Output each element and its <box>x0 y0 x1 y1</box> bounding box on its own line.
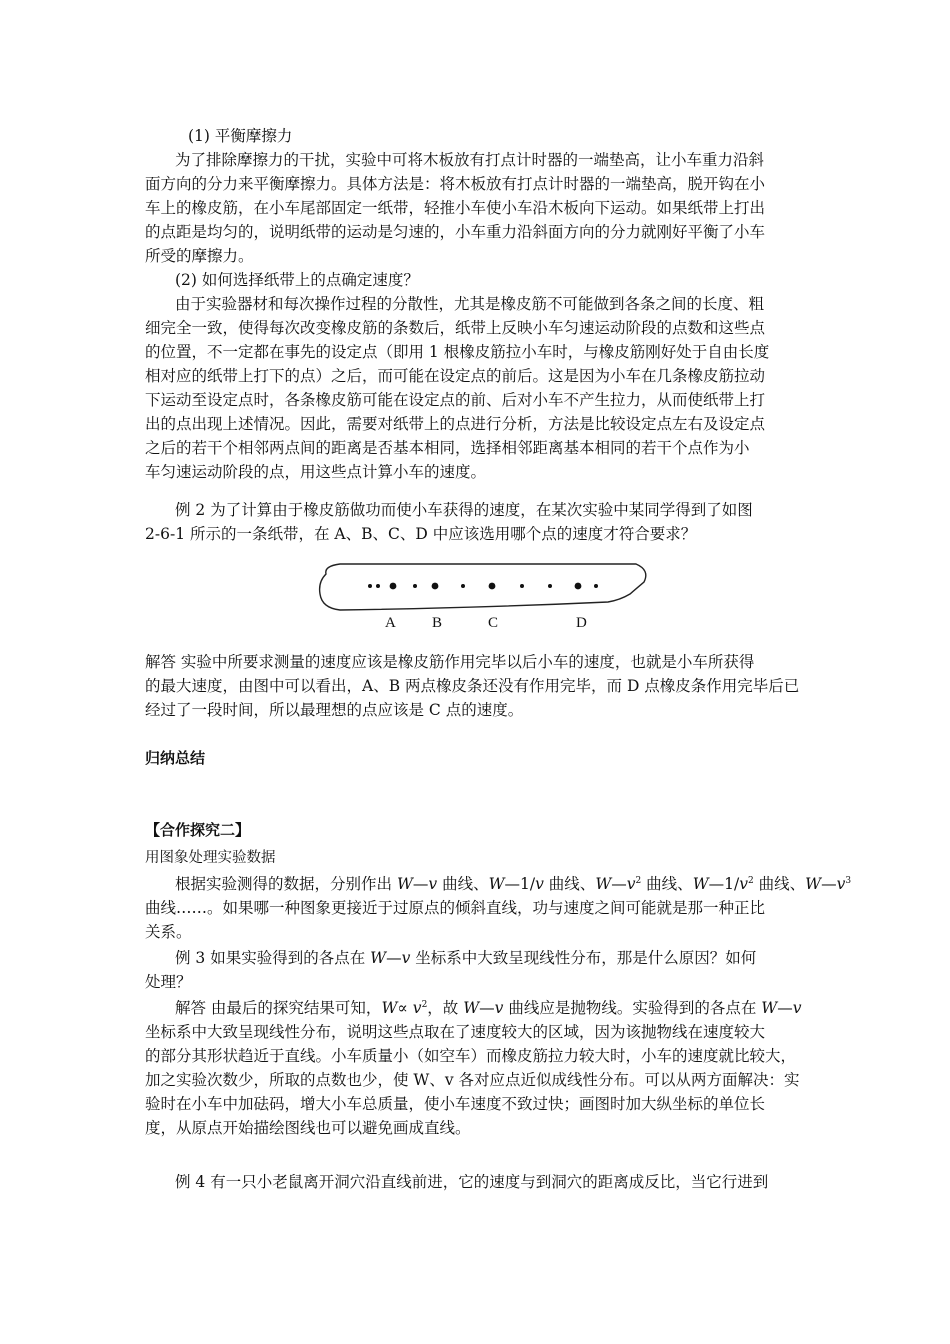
tape-dot <box>413 584 417 588</box>
example-3-answer: 解答 由最后的探究结果可知，$W\propto v^2$，故 W—v 曲线应是抛物线。实验得到的各点在 W—v <box>175 999 802 1017</box>
example-3-answer: 验时在小车中加砝码，增大小车总质量，使小车速度不致过快；画图时加大纵坐标的单位长 <box>145 1095 766 1113</box>
paragraph-line: 出的点出现上述情况。因此，需要对纸带上的点进行分析，方法是比较设定点左右及设定点 <box>145 415 766 433</box>
example-3-answer: 的部分其形状趋近于直线。小车质量小（如空车）而橡皮筋拉力较大时，小车的速度就比较大， <box>145 1047 797 1065</box>
example-3-answer: 坐标系中大致呈现线性分布，说明这些点取在了速度较大的区域，因为该抛物线在速度较大 <box>145 1023 766 1041</box>
subsection-title: 用图象处理实验数据 <box>145 850 276 866</box>
paragraph-line: 的位置，不一定都在事先的设定点（即用 1 根橡皮筋拉小车时，与橡皮筋刚好处于自由长度 <box>145 343 770 361</box>
example-2-answer: 的最大速度，由图中可以看出，A、B 两点橡皮条还没有作用完毕，而 D 点橡皮条作用完毕后已 <box>145 677 800 695</box>
section-heading-balance-friction: (1) 平衡摩擦力 <box>188 127 293 145</box>
paragraph-line: 曲线……。如果哪一种图象更接近于过原点的倾斜直线，功与速度之间可能就是那一种正比 <box>145 899 766 917</box>
cooperative-inquiry-2-heading: 【合作探究二】 <box>145 821 251 839</box>
paragraph-line: 面方向的分力来平衡摩擦力。具体方法是：将木板放有打点计时器的一端垫高，脱开钩在小 <box>145 175 766 193</box>
paragraph-line: 相对应的纸带上打下的点）之后，而可能在设定点的前后。这是因为小车在几条橡皮筋拉动 <box>145 367 766 385</box>
paragraph-line: 所受的摩擦力。 <box>145 247 254 265</box>
example-2-answer: 解答 实验中所要求测量的速度应该是橡皮筋作用完毕以后小车的速度，也就是小车所获得 <box>145 653 755 671</box>
paragraph-line: 细完全一致，使得每次改变橡皮筋的条数后，纸带上反映小车匀速运动阶段的点数和这些点 <box>145 319 766 337</box>
section-heading-select-points: (2) 如何选择纸带上的点确定速度？ <box>175 271 419 289</box>
paragraph-line: 车上的橡皮筋，在小车尾部固定一纸带，轻推小车使小车沿木板向下运动。如果纸带上打出 <box>145 199 766 217</box>
tape-dot <box>376 584 380 588</box>
paragraph-line: 车匀速运动阶段的点，用这些点计算小车的速度。 <box>145 463 487 481</box>
point-label-c: C <box>488 615 499 631</box>
tape-dot-d <box>575 583 582 590</box>
tape-dot-c <box>489 583 496 590</box>
paper-tape-figure <box>318 560 650 618</box>
paragraph-line: 的点距是均匀的，说明纸带的运动是匀速的，小车重力沿斜面方向的分力就刚好平衡了小车 <box>145 223 766 241</box>
paragraph-line: 关系。 <box>145 923 192 941</box>
paragraph-line: 之后的若干个相邻两点间的距离是否基本相同，选择相邻距离基本相同的若干个点作为小 <box>145 439 750 457</box>
example-3-answer: 度，从原点开始描绘图线也可以避免画成直线。 <box>145 1119 471 1137</box>
point-label-b: B <box>432 615 443 631</box>
tape-dot <box>368 584 372 588</box>
example-3-question: 处理？ <box>145 973 192 991</box>
point-label-a: A <box>385 615 396 631</box>
paragraph-line: 下运动至设定点时，各条橡皮筋可能在设定点的前、后对小车不产生拉力，从而使纸带上打 <box>145 391 766 409</box>
tape-dot-a <box>390 583 397 590</box>
example-4-question: 例 4 有一只小老鼠离开洞穴沿直线前进，它的速度与到洞穴的距离成反比，当它行进到 <box>175 1173 769 1191</box>
paragraph-line-curves: 根据实验测得的数据，分别作出 W—v 曲线、W—1/v 曲线、$W—v^2$ 曲线、$W—1/v^2$ 曲线、$W—v^3$ <box>175 875 852 893</box>
point-label-d: D <box>576 615 587 631</box>
paragraph-line: 由于实验器材和每次操作过程的分散性，尤其是橡皮筋不可能做到各条之间的长度、粗 <box>175 295 765 313</box>
summary-heading: 归纳总结 <box>145 749 206 767</box>
tape-dot-b <box>432 583 439 590</box>
example-3-question: 例 3 如果实验得到的各点在 W—v 坐标系中大致呈现线性分布，那是什么原因？如何 <box>175 949 757 967</box>
tape-dot <box>548 584 552 588</box>
tape-dot <box>594 584 598 588</box>
tape-dot <box>461 584 465 588</box>
example-3-answer: 加之实验次数少，所取的点数也少，使 W、v 各对应点近似成线性分布。可以从两方面解决：实 <box>145 1071 800 1089</box>
paragraph-line: 为了排除摩擦力的干扰，实验中可将木板放有打点计时器的一端垫高，让小车重力沿斜 <box>175 151 765 169</box>
example-2-question: 2-6-1 所示的一条纸带，在 A、B、C、D 中应该选用哪个点的速度才符合要求？ <box>145 525 697 543</box>
tape-dot <box>520 584 524 588</box>
example-2-answer: 经过了一段时间，所以最理想的点应该是 C 点的速度。 <box>145 701 524 719</box>
example-2-question: 例 2 为了计算由于橡皮筋做功而使小车获得的速度，在某次实验中某同学得到了如图 <box>175 501 753 519</box>
